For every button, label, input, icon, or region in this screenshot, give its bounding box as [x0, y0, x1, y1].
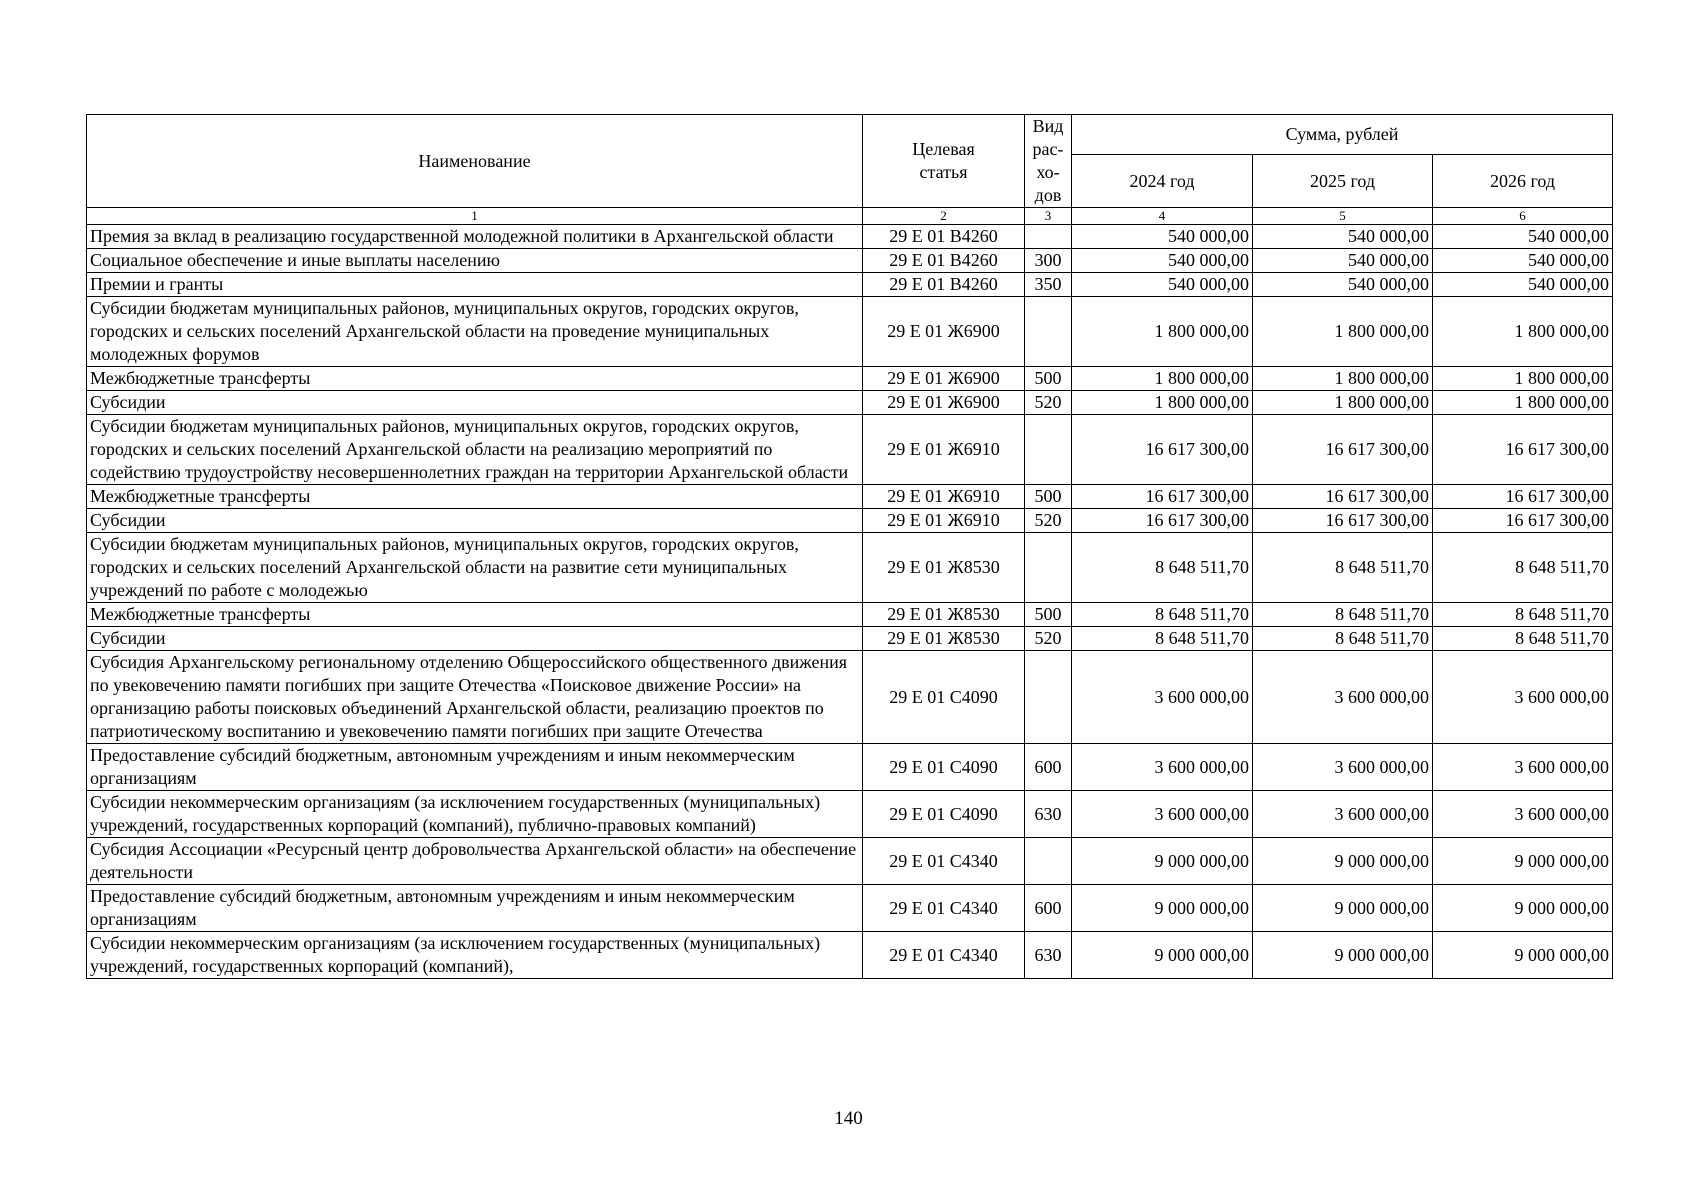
row-target-article: 29 Е 01 С4090 — [863, 744, 1025, 791]
row-target-article: 29 Е 01 Ж6900 — [863, 367, 1025, 391]
row-expense-kind — [1025, 297, 1072, 367]
header-year-2026: 2026 год — [1433, 155, 1613, 208]
row-name: Субсидии — [87, 627, 863, 651]
row-expense-kind: 520 — [1025, 391, 1072, 415]
row-target-article: 29 Е 01 С4090 — [863, 651, 1025, 744]
row-expense-kind — [1025, 533, 1072, 603]
header-sum: Сумма, рублей — [1072, 115, 1613, 155]
table-row — [87, 651, 1613, 744]
row-target-article: 29 Е 01 Ж8530 — [863, 533, 1025, 603]
table-body — [87, 208, 1613, 979]
table-row — [87, 885, 1613, 932]
column-number: 5 — [1253, 208, 1433, 225]
row-amount-2026: 9 000 000,00 — [1433, 885, 1613, 932]
row-amount-2024: 9 000 000,00 — [1072, 885, 1253, 932]
column-number-row — [87, 208, 1613, 225]
row-amount-2026: 1 800 000,00 — [1433, 367, 1613, 391]
row-expense-kind — [1025, 651, 1072, 744]
row-target-article: 29 Е 01 С4340 — [863, 885, 1025, 932]
row-amount-2024: 16 617 300,00 — [1072, 415, 1253, 485]
row-amount-2026: 16 617 300,00 — [1433, 415, 1613, 485]
header-year-2025: 2025 год — [1253, 155, 1433, 208]
row-amount-2024: 1 800 000,00 — [1072, 297, 1253, 367]
row-amount-2024: 540 000,00 — [1072, 225, 1253, 249]
row-expense-kind: 600 — [1025, 744, 1072, 791]
row-amount-2025: 16 617 300,00 — [1253, 509, 1433, 533]
header-name: Наименование — [87, 115, 863, 208]
row-amount-2026: 9 000 000,00 — [1433, 838, 1613, 885]
row-target-article: 29 Е 01 С4340 — [863, 932, 1025, 979]
table-row — [87, 791, 1613, 838]
row-expense-kind — [1025, 415, 1072, 485]
row-amount-2026: 8 648 511,70 — [1433, 533, 1613, 603]
row-amount-2026: 3 600 000,00 — [1433, 651, 1613, 744]
row-amount-2024: 16 617 300,00 — [1072, 509, 1253, 533]
row-expense-kind: 350 — [1025, 273, 1072, 297]
table-row — [87, 744, 1613, 791]
row-amount-2024: 3 600 000,00 — [1072, 791, 1253, 838]
row-amount-2026: 16 617 300,00 — [1433, 509, 1613, 533]
row-name: Субсидия Архангельскому региональному отделению Общероссийского общественного движения по увековечению памяти погибших при защите Отечества «Поисковое движение России» на организацию работы поисковых объединений Архангельской области, реализацию проектов по патриотическому воспитанию и увековечению памяти погибших при защите Отечества — [87, 651, 863, 744]
row-amount-2024: 16 617 300,00 — [1072, 485, 1253, 509]
row-amount-2024: 540 000,00 — [1072, 249, 1253, 273]
row-amount-2025: 540 000,00 — [1253, 249, 1433, 273]
header-kind-line4: дов — [1034, 185, 1062, 205]
row-name: Субсидии бюджетам муниципальных районов, муниципальных округов, городских округов, городских и сельских поселений Архангельской области на реализацию мероприятий по содействию трудоустройству несовершеннолетних граждан на территории Архангельской области — [87, 415, 863, 485]
row-target-article: 29 Е 01 Ж6910 — [863, 509, 1025, 533]
row-expense-kind: 500 — [1025, 603, 1072, 627]
table-row — [87, 415, 1613, 485]
header-target-article — [863, 115, 1025, 208]
table-row — [87, 627, 1613, 651]
row-expense-kind: 630 — [1025, 791, 1072, 838]
row-name: Премия за вклад в реализацию государственной молодежной политики в Архангельской области — [87, 225, 863, 249]
table-row — [87, 485, 1613, 509]
column-number: 2 — [863, 208, 1025, 225]
row-amount-2026: 1 800 000,00 — [1433, 297, 1613, 367]
column-number: 4 — [1072, 208, 1253, 225]
row-name: Межбюджетные трансферты — [87, 603, 863, 627]
table-row — [87, 838, 1613, 885]
row-target-article: 29 Е 01 Ж8530 — [863, 603, 1025, 627]
column-number: 1 — [87, 208, 863, 225]
row-amount-2026: 540 000,00 — [1433, 249, 1613, 273]
row-amount-2024: 1 800 000,00 — [1072, 391, 1253, 415]
table-row — [87, 297, 1613, 367]
row-target-article: 29 Е 01 Ж6900 — [863, 297, 1025, 367]
row-target-article: 29 Е 01 С4090 — [863, 791, 1025, 838]
row-amount-2025: 16 617 300,00 — [1253, 415, 1433, 485]
row-amount-2026: 3 600 000,00 — [1433, 791, 1613, 838]
row-name: Межбюджетные трансферты — [87, 485, 863, 509]
row-amount-2025: 16 617 300,00 — [1253, 485, 1433, 509]
row-expense-kind: 630 — [1025, 932, 1072, 979]
row-amount-2025: 1 800 000,00 — [1253, 391, 1433, 415]
row-amount-2024: 3 600 000,00 — [1072, 651, 1253, 744]
row-amount-2026: 16 617 300,00 — [1433, 485, 1613, 509]
row-expense-kind — [1025, 838, 1072, 885]
row-name: Субсидии — [87, 509, 863, 533]
row-target-article: 29 Е 01 Ж6910 — [863, 415, 1025, 485]
row-amount-2025: 540 000,00 — [1253, 273, 1433, 297]
row-target-article: 29 Е 01 С4340 — [863, 838, 1025, 885]
row-name: Субсидии бюджетам муниципальных районов, муниципальных округов, городских округов, городских и сельских поселений Архангельской области на проведение муниципальных молодежных форумов — [87, 297, 863, 367]
row-name: Межбюджетные трансферты — [87, 367, 863, 391]
row-target-article: 29 Е 01 В4260 — [863, 249, 1025, 273]
row-amount-2025: 3 600 000,00 — [1253, 651, 1433, 744]
header-target-line1: Целевая — [912, 139, 975, 159]
column-number: 3 — [1025, 208, 1072, 225]
header-target-line2: статья — [919, 162, 968, 182]
row-amount-2024: 9 000 000,00 — [1072, 932, 1253, 979]
row-name: Субсидии — [87, 391, 863, 415]
row-amount-2026: 8 648 511,70 — [1433, 603, 1613, 627]
row-target-article: 29 Е 01 Ж8530 — [863, 627, 1025, 651]
row-name: Субсидии некоммерческим организациям (за исключением государственных (муниципальных) учреждений, государственных корпораций (компаний), публично-правовых компаний) — [87, 791, 863, 838]
row-expense-kind: 520 — [1025, 509, 1072, 533]
header-kind-line3: хо- — [1036, 162, 1060, 182]
row-target-article: 29 Е 01 Ж6910 — [863, 485, 1025, 509]
header-kind-line2: рас- — [1032, 139, 1064, 159]
row-name: Предоставление субсидий бюджетным, автономным учреждениям и иным некоммерческим организациям — [87, 885, 863, 932]
row-amount-2024: 9 000 000,00 — [1072, 838, 1253, 885]
table-row — [87, 391, 1613, 415]
row-amount-2026: 9 000 000,00 — [1433, 932, 1613, 979]
row-amount-2026: 540 000,00 — [1433, 273, 1613, 297]
table-row — [87, 249, 1613, 273]
row-amount-2024: 1 800 000,00 — [1072, 367, 1253, 391]
column-number: 6 — [1433, 208, 1613, 225]
row-name: Субсидии некоммерческим организациям (за исключением государственных (муниципальных) учреждений, государственных корпораций (компаний), — [87, 932, 863, 979]
row-expense-kind: 600 — [1025, 885, 1072, 932]
row-amount-2024: 8 648 511,70 — [1072, 533, 1253, 603]
row-amount-2025: 1 800 000,00 — [1253, 297, 1433, 367]
table-row — [87, 932, 1613, 979]
table-row — [87, 533, 1613, 603]
row-amount-2026: 1 800 000,00 — [1433, 391, 1613, 415]
row-amount-2025: 9 000 000,00 — [1253, 932, 1433, 979]
header-kind-line1: Вид — [1032, 116, 1064, 136]
budget-table — [86, 114, 1613, 979]
row-target-article: 29 Е 01 В4260 — [863, 225, 1025, 249]
table-row — [87, 367, 1613, 391]
row-amount-2025: 3 600 000,00 — [1253, 791, 1433, 838]
row-amount-2024: 8 648 511,70 — [1072, 627, 1253, 651]
row-amount-2025: 9 000 000,00 — [1253, 838, 1433, 885]
table-row — [87, 273, 1613, 297]
row-expense-kind: 300 — [1025, 249, 1072, 273]
row-amount-2024: 540 000,00 — [1072, 273, 1253, 297]
header-expense-kind — [1025, 115, 1072, 208]
table-row — [87, 509, 1613, 533]
header-year-2024: 2024 год — [1072, 155, 1253, 208]
row-amount-2025: 8 648 511,70 — [1253, 603, 1433, 627]
row-name: Премии и гранты — [87, 273, 863, 297]
row-amount-2025: 8 648 511,70 — [1253, 627, 1433, 651]
row-expense-kind: 500 — [1025, 367, 1072, 391]
row-expense-kind — [1025, 225, 1072, 249]
row-expense-kind: 500 — [1025, 485, 1072, 509]
row-amount-2024: 3 600 000,00 — [1072, 744, 1253, 791]
row-name: Субсидии бюджетам муниципальных районов, муниципальных округов, городских округов, городских и сельских поселений Архангельской области на развитие сети муниципальных учреждений по работе с молодежью — [87, 533, 863, 603]
row-amount-2025: 8 648 511,70 — [1253, 533, 1433, 603]
row-name: Предоставление субсидий бюджетным, автономным учреждениям и иным некоммерческим организациям — [87, 744, 863, 791]
row-expense-kind: 520 — [1025, 627, 1072, 651]
row-amount-2026: 8 648 511,70 — [1433, 627, 1613, 651]
table-row — [87, 603, 1613, 627]
row-amount-2025: 1 800 000,00 — [1253, 367, 1433, 391]
row-target-article: 29 Е 01 Ж6900 — [863, 391, 1025, 415]
row-name: Субсидия Ассоциации «Ресурсный центр добровольчества Архангельской области» на обеспечение деятельности — [87, 838, 863, 885]
row-amount-2026: 540 000,00 — [1433, 225, 1613, 249]
row-amount-2026: 3 600 000,00 — [1433, 744, 1613, 791]
row-amount-2024: 8 648 511,70 — [1072, 603, 1253, 627]
row-amount-2025: 9 000 000,00 — [1253, 885, 1433, 932]
document-page — [86, 114, 1612, 979]
row-target-article: 29 Е 01 В4260 — [863, 273, 1025, 297]
row-amount-2025: 3 600 000,00 — [1253, 744, 1433, 791]
page-number: 140 — [834, 1108, 863, 1129]
row-name: Социальное обеспечение и иные выплаты населению — [87, 249, 863, 273]
header-row-top — [87, 115, 1613, 155]
row-amount-2025: 540 000,00 — [1253, 225, 1433, 249]
table-row — [87, 225, 1613, 249]
